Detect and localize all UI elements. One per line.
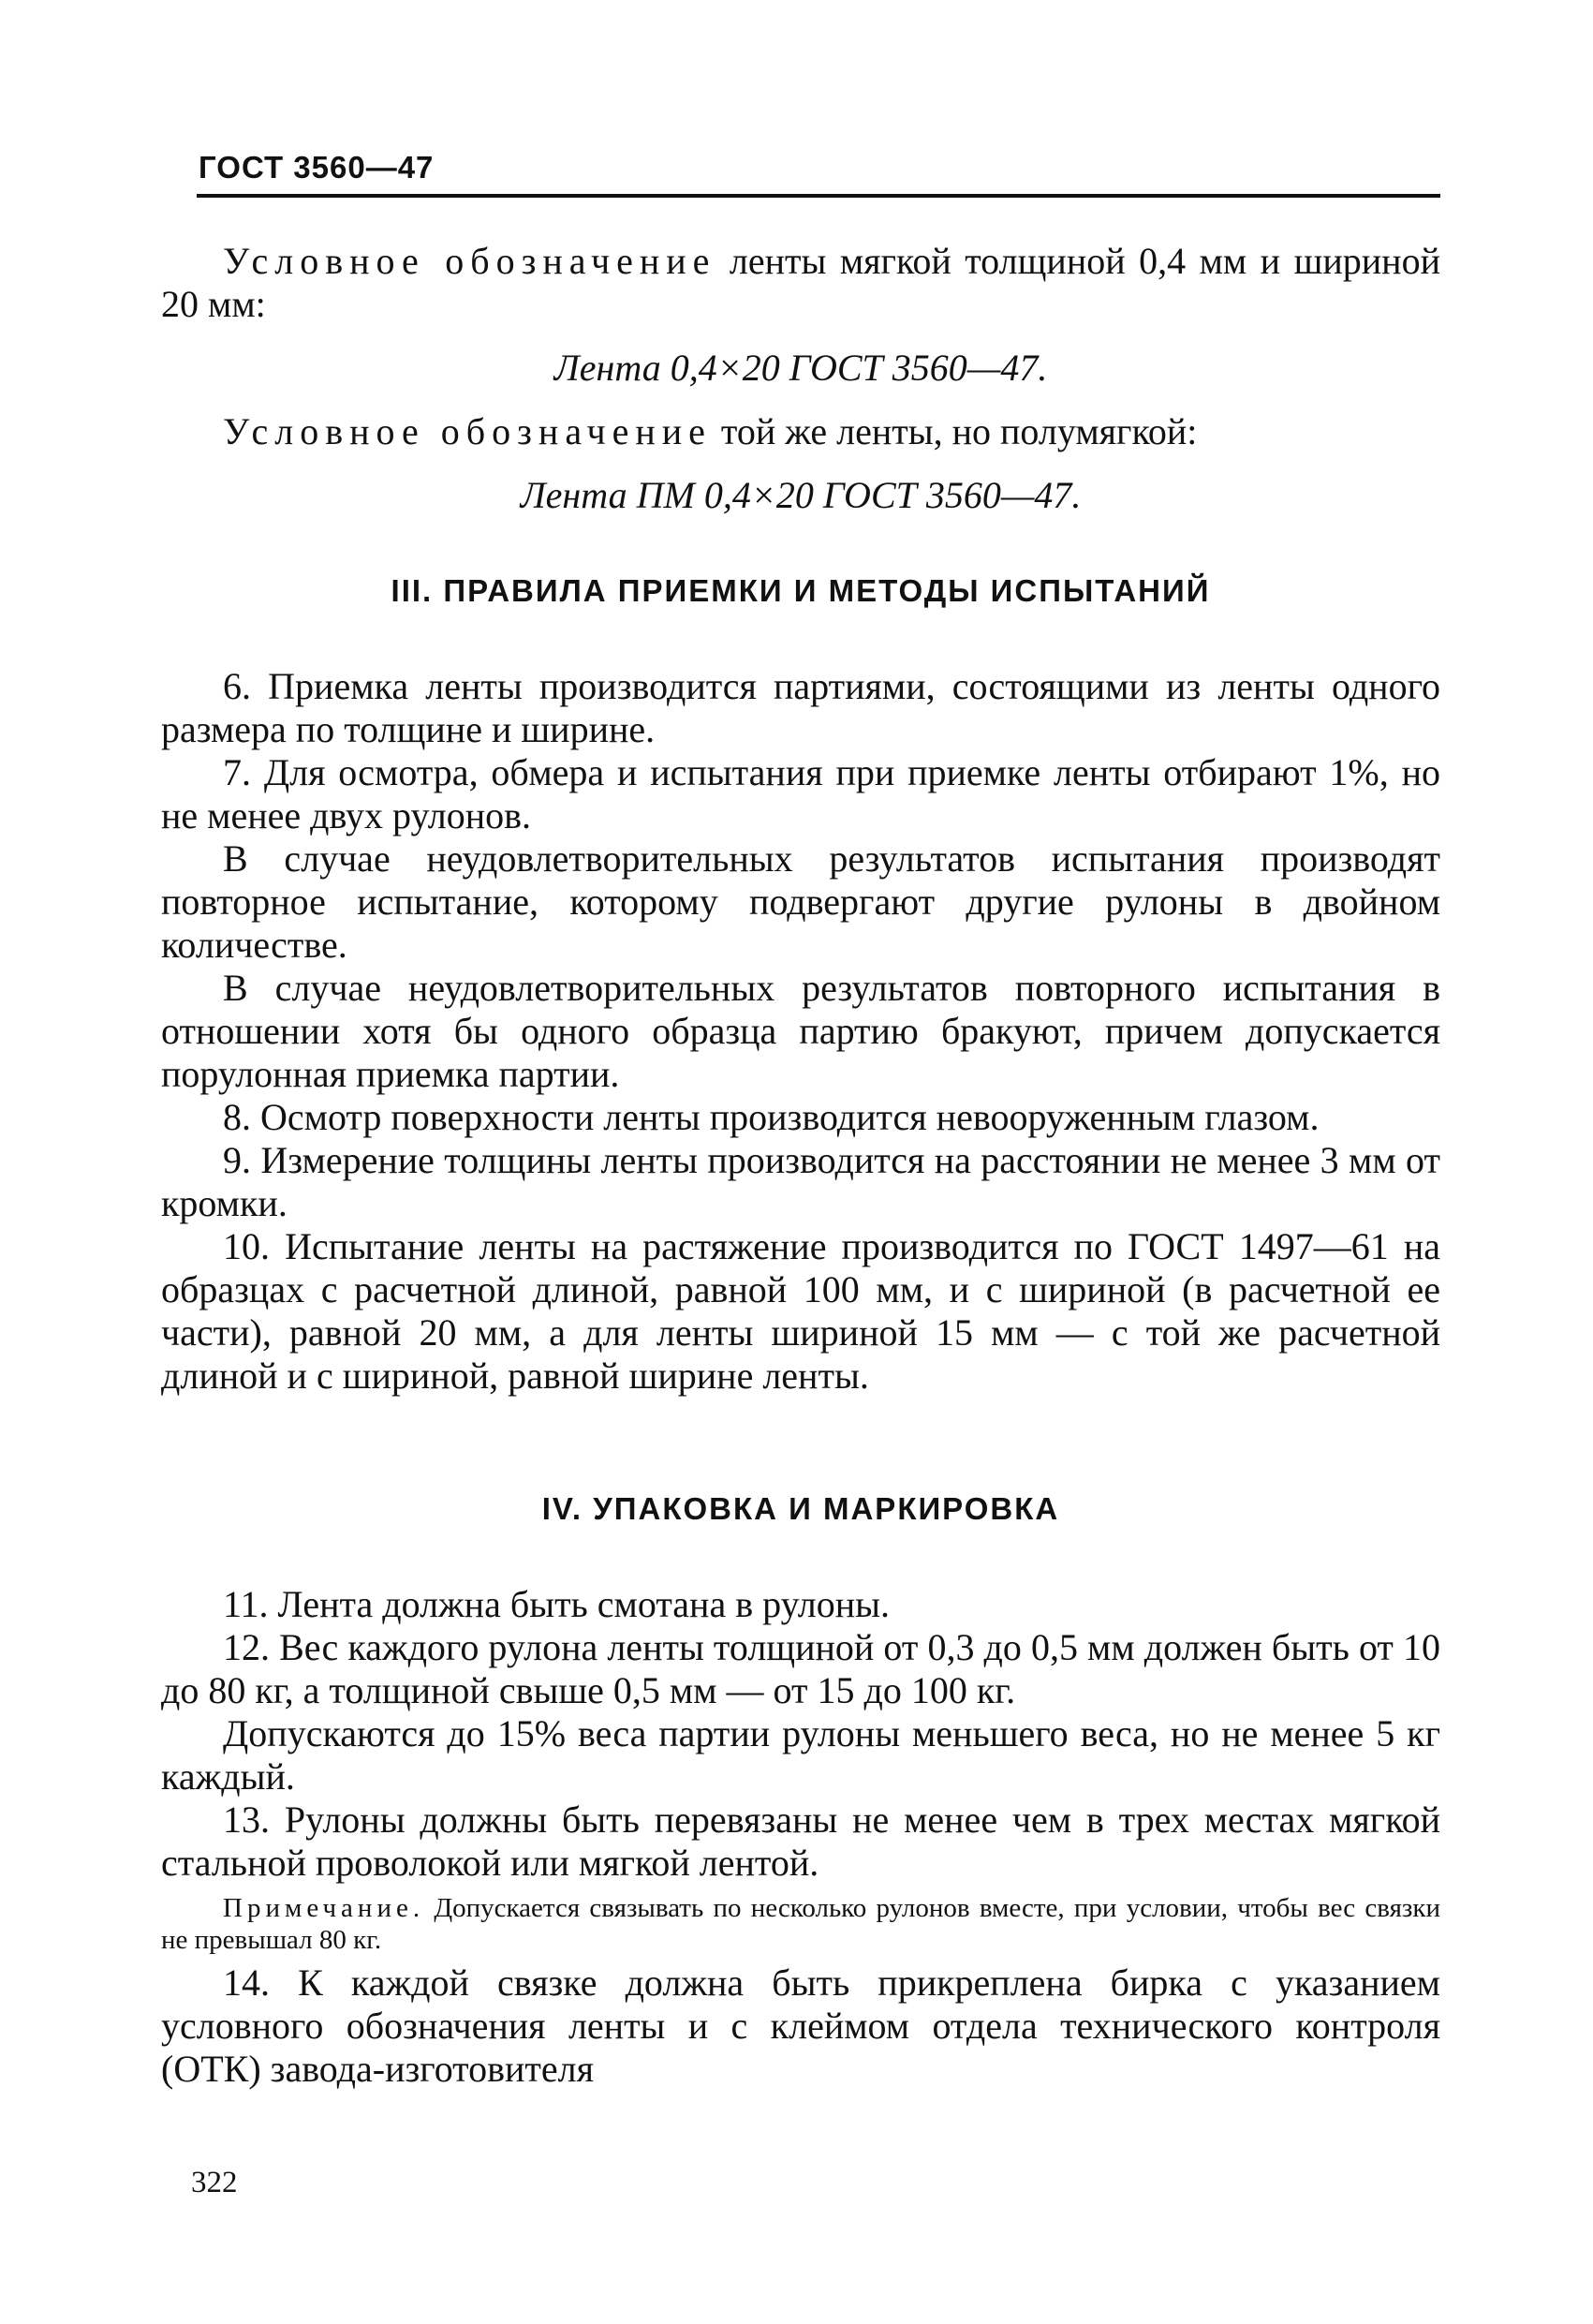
paragraph-7-retest: В случае неудовлетворительных результатов испытания производят повторное испытание, которому подвергают другие рулоны в двойном количестве. <box>161 837 1440 966</box>
paragraph-6: 6. Приемка ленты производится партиями, состоящими из ленты одного размера по толщине и ширине. <box>161 665 1440 750</box>
designation-label-2: Условное обозначение <box>223 410 712 452</box>
header-rule <box>197 194 1440 198</box>
section-3-heading: III. ПРАВИЛА ПРИЕМКИ И МЕТОДЫ ИСПЫТАНИЙ <box>391 573 1211 608</box>
designation-text-1: ленты мягкой толщиной 0,4 мм и шириной 20 мм: <box>161 240 1440 325</box>
paragraph-7-reject: В случае неудовлетворительных результатов повторного испытания в отношении хотя бы одного образца партию бракуют, причем допускается порулонная приемка партии. <box>161 967 1440 1095</box>
designation-text-2: той же ленты, но полумягкой: <box>711 410 1198 452</box>
page-number: 322 <box>191 2166 238 2199</box>
designation-example-1: Лента 0,4×20 ГОСТ 3560—47. <box>553 347 1048 389</box>
designation-paragraph-1 <box>161 240 1440 326</box>
designation-paragraph-2 <box>161 410 1440 453</box>
section-4-heading: IV. УПАКОВКА И МАРКИРОВКА <box>541 1491 1060 1526</box>
document-body <box>161 240 1440 2091</box>
paragraph-12-tolerance: Допускаются до 15% веса партии рулоны меньшего веса, но не менее 5 кг каждый. <box>161 1712 1440 1798</box>
paragraph-10: 10. Испытание ленты на растяжение производится по ГОСТ 1497—61 на образцах с расчетной длиной, равной 100 мм, и с шириной (в расчетной ее части), равной 20 мм, а для ленты шириной 15 мм — с той же расчетной длиной и с шириной, равной ширине ленты. <box>161 1225 1440 1397</box>
document-header: ГОСТ 3560—47 <box>199 150 435 185</box>
paragraph-7: 7. Для осмотра, обмера и испытания при приемке ленты отбирают 1%, но не менее двух рулонов. <box>161 751 1440 836</box>
designation-example-2: Лента ПМ 0,4×20 ГОСТ 3560—47. <box>520 474 1082 516</box>
paragraph-8: 8. Осмотр поверхности ленты производится невооруженным глазом. <box>223 1096 1320 1138</box>
designation-label-1: Условное обозначение <box>223 240 716 282</box>
paragraph-9: 9. Измерение толщины ленты производится на расстоянии не менее 3 мм от кромки. <box>161 1139 1440 1224</box>
note <box>161 1892 1440 1956</box>
paragraph-11: 11. Лента должна быть смотана в рулоны. <box>223 1583 891 1625</box>
note-text: Допускается связывать по несколько рулонов вместе, при условии, чтобы вес связки не превышал 80 кг. <box>161 1893 1440 1955</box>
paragraph-13: 13. Рулоны должны быть перевязаны не менее чем в трех местах мягкой стальной проволокой или мягкой лентой. <box>161 1799 1440 1884</box>
paragraph-14: 14. К каждой связке должна быть прикреплена бирка с указанием условного обозначения ленты и с клеймом отдела технического контроля (ОТК) завода-изготовителя <box>161 1961 1440 2090</box>
note-label: Примечание. <box>223 1893 425 1923</box>
paragraph-12: 12. Вес каждого рулона ленты толщиной от 0,3 до 0,5 мм должен быть от 10 до 80 кг, а толщиной свыше 0,5 мм — от 15 до 100 кг. <box>161 1626 1440 1711</box>
